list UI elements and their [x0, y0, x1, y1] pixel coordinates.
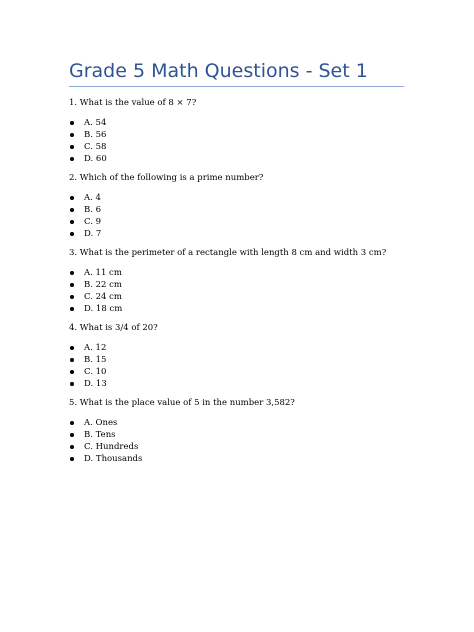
option-label: C. 58	[84, 142, 107, 152]
answer-option	[69, 192, 409, 204]
answer-options	[69, 342, 409, 390]
answer-option	[69, 366, 409, 378]
option-label: A. 12	[84, 343, 107, 353]
option-label: C. 24 cm	[84, 292, 122, 302]
option-label: A. Ones	[84, 418, 118, 428]
option-label: A. 54	[84, 118, 107, 128]
bullet-icon	[70, 457, 74, 461]
question-3	[69, 246, 409, 321]
question-text: 5. What is the place value of 5 in the number 3,582?	[69, 398, 295, 408]
answer-option	[69, 153, 409, 165]
question-text: 4. What is 3/4 of 20?	[69, 323, 158, 333]
answer-options	[69, 117, 409, 165]
option-label: D. 18 cm	[84, 304, 123, 314]
question-2	[69, 171, 409, 246]
bullet-icon	[70, 157, 74, 161]
question-4	[69, 321, 409, 396]
answer-option	[69, 342, 409, 354]
answer-options	[69, 267, 409, 315]
answer-option	[69, 453, 409, 465]
option-label: B. 15	[84, 355, 107, 365]
question-text: 2. Which of the following is a prime number?	[69, 173, 264, 183]
answer-option	[69, 303, 409, 315]
answer-option	[69, 429, 409, 441]
bullet-icon	[70, 382, 74, 386]
option-label: C. 10	[84, 367, 107, 377]
answer-option	[69, 204, 409, 216]
answer-option	[69, 267, 409, 279]
bullet-icon	[70, 370, 74, 374]
bullet-icon	[70, 307, 74, 311]
option-label: D. 60	[84, 154, 107, 164]
option-label: B. 6	[84, 205, 102, 215]
title-underline	[69, 86, 404, 87]
page-title: Grade 5 Math Questions - Set 1	[69, 60, 368, 82]
answer-option	[69, 117, 409, 129]
bullet-icon	[70, 358, 74, 362]
option-label: C. Hundreds	[84, 442, 139, 452]
answer-option	[69, 279, 409, 291]
answer-option	[69, 129, 409, 141]
bullet-icon	[70, 295, 74, 299]
option-label: D. 13	[84, 379, 107, 389]
answer-option	[69, 378, 409, 390]
bullet-icon	[70, 196, 74, 200]
option-label: A. 4	[84, 193, 101, 203]
option-label: B. 56	[84, 130, 107, 140]
bullet-icon	[70, 133, 74, 137]
option-label: A. 11 cm	[84, 268, 122, 278]
question-text: 1. What is the value of 8 × 7?	[69, 98, 197, 108]
answer-option	[69, 441, 409, 453]
option-label: B. 22 cm	[84, 280, 122, 290]
answer-option	[69, 141, 409, 153]
bullet-icon	[70, 121, 74, 125]
question-1	[69, 96, 409, 171]
option-label: D. Thousands	[84, 454, 143, 464]
option-label: B. Tens	[84, 430, 116, 440]
question-list	[69, 96, 409, 471]
bullet-icon	[70, 421, 74, 425]
bullet-icon	[70, 220, 74, 224]
bullet-icon	[70, 346, 74, 350]
bullet-icon	[70, 433, 74, 437]
option-label: C. 9	[84, 217, 102, 227]
answer-option	[69, 228, 409, 240]
answer-options	[69, 192, 409, 240]
question-5	[69, 396, 409, 471]
bullet-icon	[70, 232, 74, 236]
bullet-icon	[70, 445, 74, 449]
question-text: 3. What is the perimeter of a rectangle with length 8 cm and width 3 cm?	[69, 248, 387, 258]
answer-option	[69, 216, 409, 228]
answer-option	[69, 354, 409, 366]
answer-option	[69, 417, 409, 429]
option-label: D. 7	[84, 229, 102, 239]
answer-option	[69, 291, 409, 303]
bullet-icon	[70, 271, 74, 275]
bullet-icon	[70, 145, 74, 149]
answer-options	[69, 417, 409, 465]
bullet-icon	[70, 283, 74, 287]
bullet-icon	[70, 208, 74, 212]
